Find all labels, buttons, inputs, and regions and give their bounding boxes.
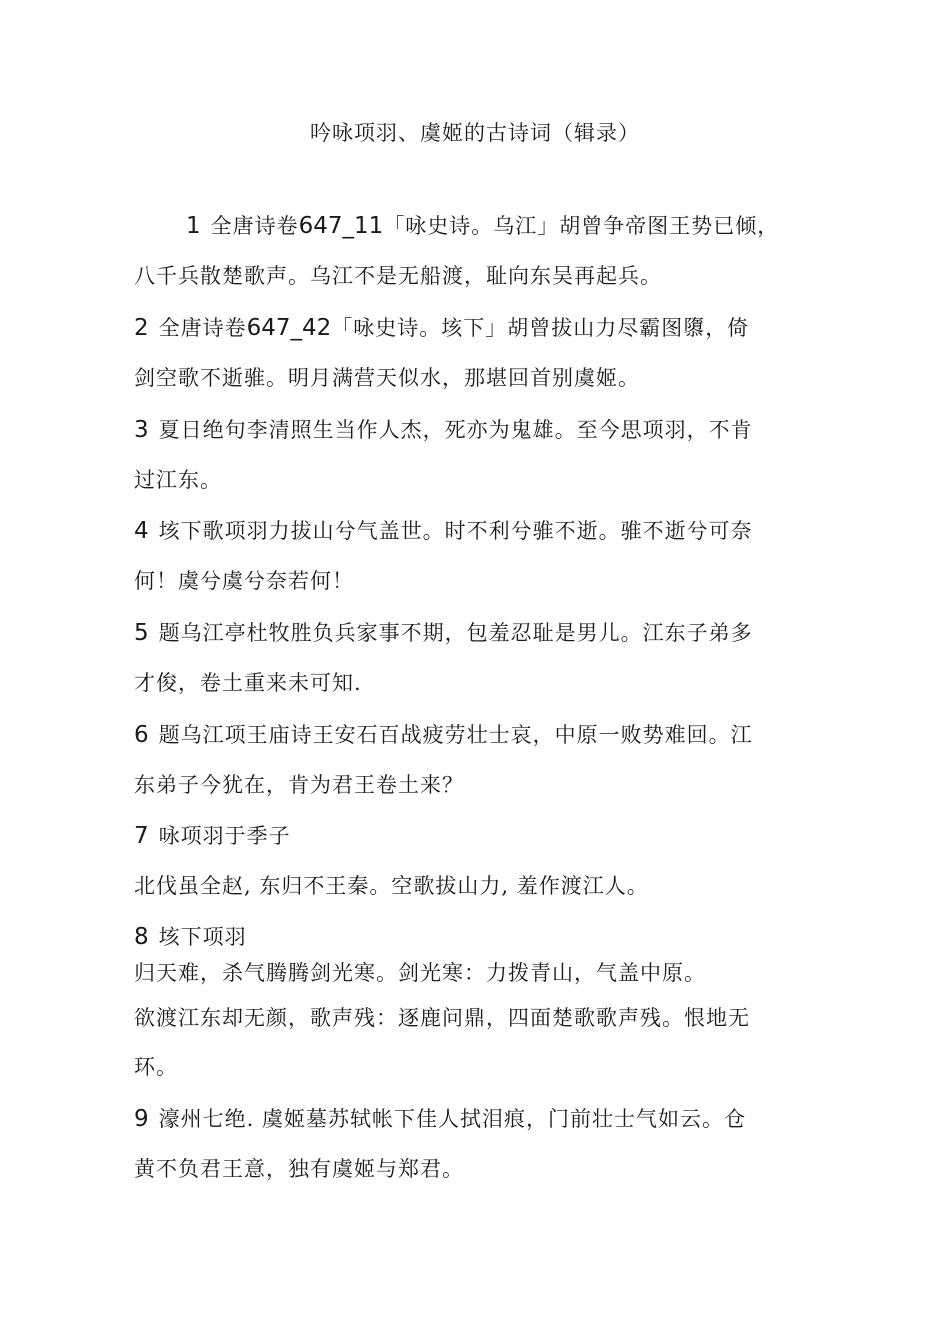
entry-number: 6 bbox=[134, 722, 149, 748]
entry-text: 垓下歌项羽力拔山兮气盖世。时不利兮骓不逝。骓不逝兮可奈 bbox=[158, 519, 753, 543]
entry-1-line-2: 八千兵散楚歌声。乌江不是无船渡，耻向东吴再起兵。 bbox=[134, 264, 662, 288]
entry-6-line-2: 东弟子今犹在，肯为君王卷土来？ bbox=[134, 773, 464, 797]
entry-text: 「咏史诗。乌江」胡曾争帝图王势已倾， bbox=[383, 214, 780, 238]
entry-7-line-1 bbox=[134, 821, 824, 851]
entry-7-line-2: 北伐虽全赵, 东归不王秦。空歌拔山力, 羞作渡江人。 bbox=[134, 874, 649, 898]
entry-text: 垓下项羽 bbox=[158, 925, 247, 949]
entry-1-line-1 bbox=[186, 211, 876, 241]
entry-6-line-1 bbox=[134, 720, 824, 750]
entry-text: 「咏史诗。垓下」胡曾拔山力尽霸图隳，倚 bbox=[331, 316, 750, 340]
entry-number: 4 bbox=[134, 518, 149, 544]
entry-3-line-2: 过江东。 bbox=[134, 468, 222, 492]
entry-text: 夏日绝句李清照生当作人杰，死亦为鬼雄。至今思项羽，不肯 bbox=[158, 418, 753, 442]
entry-text: 题乌江亭杜牧胜负兵家事不期，包羞忍耻是男儿。江东子弟多 bbox=[158, 621, 753, 645]
entry-reference: 647_42 bbox=[246, 315, 332, 341]
entry-number: 1 bbox=[186, 213, 201, 239]
entry-text: 全唐诗卷 bbox=[210, 214, 299, 238]
entry-number: 7 bbox=[134, 823, 149, 849]
entry-text: 题乌江项王庙诗王安石百战疲劳壮士哀，中原一败势难回。江 bbox=[158, 723, 753, 747]
entry-9-line-2: 黄不负君王意，独有虞姬与郑君。 bbox=[134, 1157, 464, 1181]
entry-8-line-4: 环。 bbox=[134, 1055, 178, 1079]
entry-4-line-2: 何！虞兮虞兮奈若何！ bbox=[134, 569, 354, 593]
entry-8-line-1 bbox=[134, 922, 824, 952]
entry-8-line-2: 归天难，杀气腾腾剑光寒。剑光寒：力拨青山，气盖中原。 bbox=[134, 961, 706, 985]
entry-text: 咏项羽于季子 bbox=[158, 824, 291, 848]
entry-5-line-1 bbox=[134, 618, 824, 648]
entry-number: 8 bbox=[134, 924, 149, 950]
entry-2-line-2: 剑空歌不逝骓。明月满营天似水，那堪回首别虞姬。 bbox=[134, 366, 640, 390]
entry-text: 濠州七绝. 虞姬墓苏轼帐下佳人拭泪痕，门前壮士气如云。仓 bbox=[158, 1107, 746, 1131]
entry-9-line-1 bbox=[134, 1104, 824, 1134]
page-title: 吟咏项羽、虞姬的古诗词（辑录） bbox=[310, 121, 640, 145]
entry-reference: 647_11 bbox=[298, 213, 384, 239]
entry-8-line-3: 欲渡江东却无颜，歌声残：逐鹿问鼎，四面楚歌歌声残。恨地无 bbox=[134, 1006, 750, 1030]
entry-number: 9 bbox=[134, 1106, 149, 1132]
entry-text: 全唐诗卷 bbox=[158, 316, 247, 340]
entry-3-line-1 bbox=[134, 415, 824, 445]
entry-4-line-1 bbox=[134, 516, 824, 546]
entry-number: 3 bbox=[134, 417, 149, 443]
entry-number: 2 bbox=[134, 315, 149, 341]
entry-2-line-1 bbox=[134, 313, 824, 343]
entry-number: 5 bbox=[134, 620, 149, 646]
entry-5-line-2: 才俊，卷土重来未可知. bbox=[134, 671, 362, 695]
